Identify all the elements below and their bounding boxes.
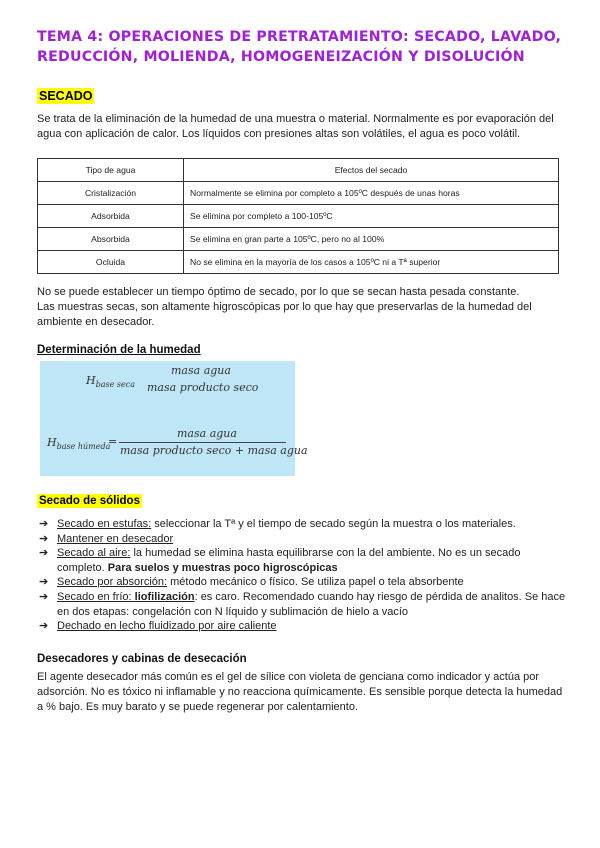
humidity-heading: Determinación de la humedad	[37, 344, 201, 356]
desecadores-heading: Desecadores y cabinas de desecación	[37, 653, 247, 665]
table-row	[38, 182, 559, 205]
list-item: ➔ Secado en estufas: seleccionar la Tª y el tiempo de secado según la muestra o los materiales.	[39, 518, 516, 530]
table-header-cell: Efectos del secado	[184, 159, 559, 182]
list-item: ➔ Secado por absorción: método mecánico o físico. Se utiliza papel o tela absorbente	[39, 576, 464, 589]
table-cell: No se elimina en la mayoría de los casos a 105ºC ni a Tª superior	[184, 251, 559, 274]
table-cell: Ocluida	[38, 251, 184, 274]
formula-1-denominator: masa producto seco	[147, 381, 259, 394]
secado-intro: Se trata de la eliminación de la humedad de una muestra o material. Normalmente es por evaporación del agua con aplicación de calor. Los líquidos con presiones altas son volátiles, el agua es poco volátil.	[37, 113, 554, 140]
table-cell: Adsorbida	[38, 205, 184, 228]
formula-2-fraction-line	[119, 442, 286, 443]
arrow-icon: ➔	[39, 547, 49, 560]
after-table-line-1: No se puede establecer un tiempo óptimo de secado, por lo que se secan hasta pesada constante.	[37, 286, 520, 298]
formula-2-equals: =	[108, 435, 118, 448]
formula-2-lhs: $H_{base húmeda}$	[47, 436, 111, 451]
desecadores-text: El agente desecador más común es el gel de sílice con violeta de genciana como indicador y actúa por adsorción. No es tóxico ni inflamable y no reacciona químicamente. Es sensible porque detecta la humedad a % bajo. Es muy barato y se puede regenerar por calentamiento.	[37, 671, 563, 713]
document-title: TEMA 4: OPERACIONES DE PRETRATAMIENTO: SECADO, LAVADO, REDUCCIÓN, MOLIENDA, HOMOGENEIZACIÓN Y DISOLUCIÓN	[37, 29, 562, 65]
after-table-line-2: Las muestras secas, son altamente higroscópicas por lo que hay que preservarlas de la humedad del ambiente en desecador.	[37, 301, 532, 328]
section-heading-solidos: Secado de sólidos	[39, 495, 140, 507]
table-cell: Se elimina por completo a 100-105ºC	[184, 205, 559, 228]
table-cell: Cristalización	[38, 182, 184, 205]
arrow-icon: ➔	[39, 532, 49, 545]
drying-effects-table	[37, 158, 559, 274]
table-row	[38, 205, 559, 228]
arrow-icon: ➔	[39, 620, 49, 633]
table-cell: Absorbida	[38, 228, 184, 251]
table-header-row	[38, 159, 559, 182]
table-row	[38, 251, 559, 274]
table-cell: Se elimina en gran parte a 105ºC, pero no al 100%	[184, 228, 559, 251]
formula-2-denominator: masa producto seco + masa agua	[120, 444, 308, 457]
arrow-icon: ➔	[39, 576, 49, 589]
table-header-cell: Tipo de agua	[38, 159, 184, 182]
formula-1-numerator: masa agua	[171, 364, 231, 377]
list-item: ➔ Secado al aire: la humedad se elimina hasta equilibrarse con la del ambiente. No es un secado completo. Para suelos y muestras poco higroscópicas	[39, 547, 521, 574]
list-item: ➔ Mantener en desecador	[39, 532, 174, 545]
section-heading-secado: SECADO	[39, 89, 93, 103]
table-row	[38, 228, 559, 251]
humidity-formula-box	[40, 361, 308, 476]
formula-1-lhs: $H_{base seca}$	[86, 374, 135, 389]
drying-methods-list	[37, 517, 567, 634]
arrow-icon: ➔	[39, 518, 49, 530]
table-cell: Normalmente se elimina por completo a 105ºC después de unas horas	[184, 182, 559, 205]
arrow-icon: ➔	[39, 590, 49, 603]
list-item: ➔ Secado en frío: liofilización: es caro. Recomendado cuando hay riesgo de pérdida de analitos. Se hace en dos etapas: congelación con N líquido y sublimación de hielo a vacío	[39, 590, 566, 618]
formula-2-numerator: masa agua	[177, 427, 237, 440]
list-item: ➔ Dechado en lecho fluidizado por aire caliente	[39, 620, 277, 633]
